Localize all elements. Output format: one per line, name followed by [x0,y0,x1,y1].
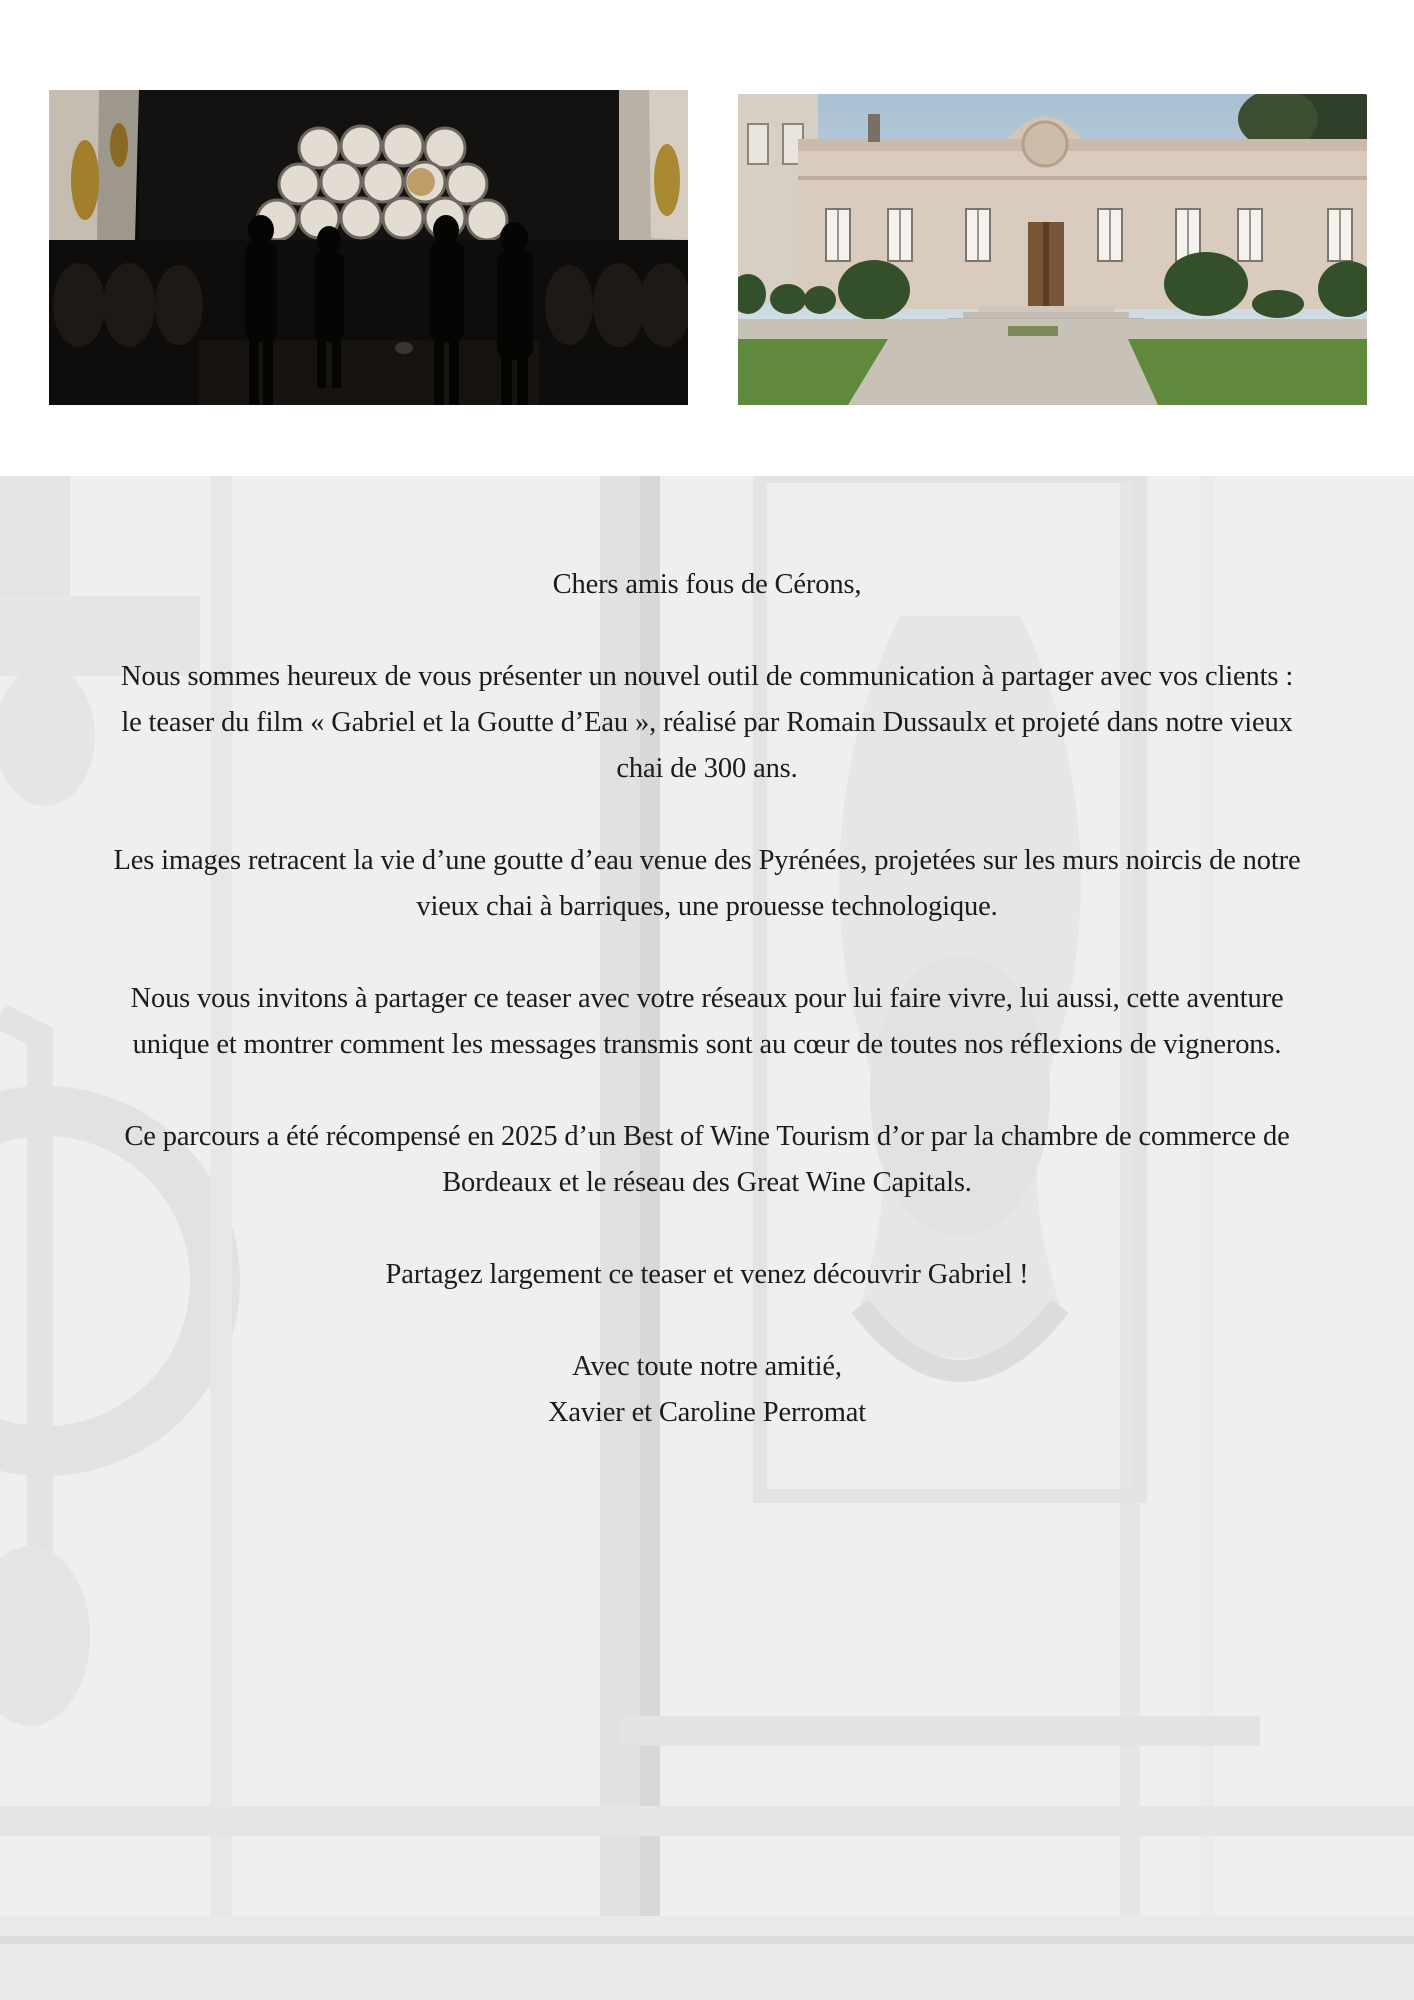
letter-paragraph: Nous vous invitons à partager ce teaser avec votre réseaux pour lui faire vivre, lui aussi, cette aventure unique et montrer comment les messages transmis sont au cœur de toutes nos réflexions de vignerons. [130,983,1284,1060]
letter-paragraph: Les images retracent la vie d’une goutte d’eau venue des Pyrénées, projetées sur les murs noircis de notre vieux chai à barriques, une prouesse technologique. [113,845,1301,922]
letter-signoff [110,1344,1304,1436]
letter-signature: Xavier et Caroline Perromat [547,1397,867,1428]
chateau-photo [738,94,1367,405]
letter-paragraph: Ce parcours a été récompensé en 2025 d’un Best of Wine Tourism d’or par la chambre de commerce de Bordeaux et le réseau des Great Wine Capitals. [124,1121,1290,1198]
letter-closing: Avec toute notre amitié, [572,1351,842,1382]
letter-paragraph: Partagez largement ce teaser et venez découvrir Gabriel ! [385,1259,1029,1290]
letter-greeting: Chers amis fous de Cérons, [552,569,862,600]
cellar-illustration [49,90,688,405]
letter-paragraph: Nous sommes heureux de vous présenter un nouvel outil de communication à partager avec vos clients : le teaser du film « Gabriel et la Goutte d’Eau », réalisé par Romain Dussaulx et projeté dans notre vieux chai de 300 ans. [120,661,1294,784]
chateau-illustration [738,94,1367,405]
cellar-photo [49,90,688,405]
letter-body [110,562,1304,1436]
